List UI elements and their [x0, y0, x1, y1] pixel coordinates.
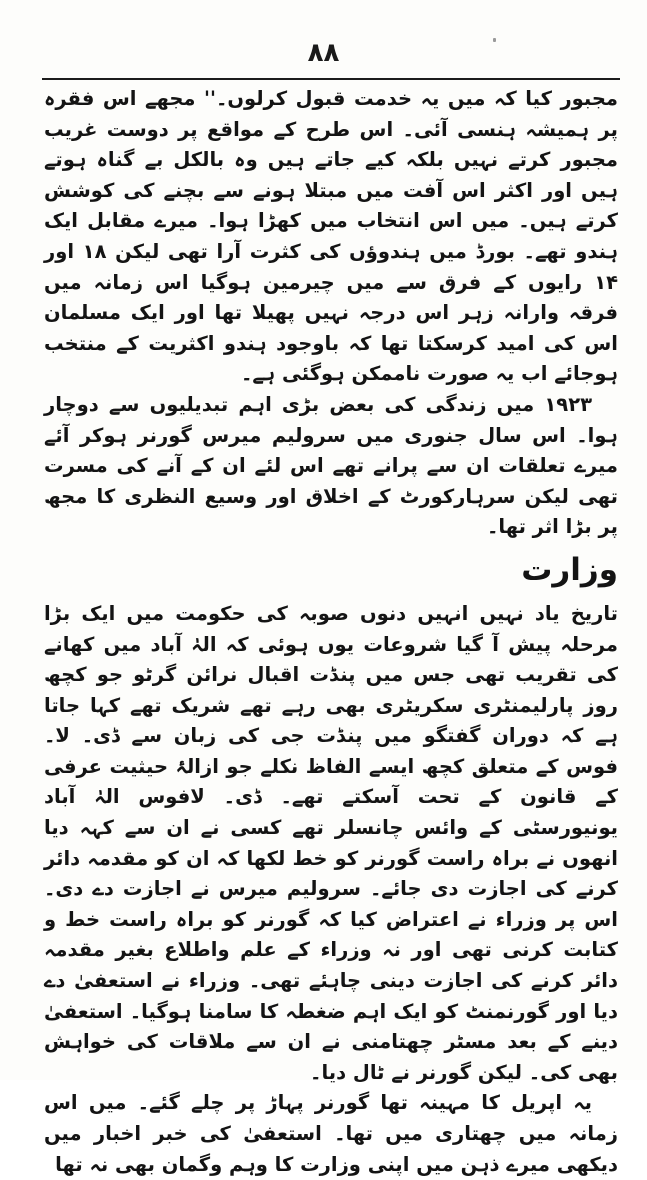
- paragraph: ۱۹۲۳ میں زندگی کی بعض بڑی اہم تبدیلیوں سے دوچار ہوا۔ اس سال جنوری میں سرولیم میرس گورنر ہوکر آئے میرے تعلقات ان سے پرانے تھے اس لئے ان کے آنے کی مسرت تھی لیکن سرہارکورٹ کے اخلاق اور وسیع النظری کا مجھ پر بڑا اثر تھا۔: [44, 392, 618, 539]
- paragraph: مجبور کیا کہ میں یہ خدمت قبول کرلوں۔'' مجھے اس فقرہ پر ہمیشہ ہنسی آئی۔ اس طرح کے مواقع پر دوست غریب مجبور کرتے نہیں بلکہ کیے جاتے ہیں وہ بالکل بے گناہ ہوتے ہیں اور اکثر اس آفت میں مبتلا ہونے سے بچنے کی کوشش کرتے ہیں۔ میں اس انتخاب میں کھڑا ہوا۔ میرے مقابل ایک ہندو تھے۔ بورڈ میں ہندوؤں کی کثرت آرا تھی لیکن ۱۸ اور ۱۴ رایوں کے فرق سے میں چیرمین ہوگیا اس زمانہ میں فرقہ وارانہ زہر اس درجہ نہیں پھیلا تھا اور ایک مسلمان اس کی امید کرسکتا تھا کہ باوجود ہندو اکثریت کے منتخب ہوجائے اب یہ صورت ناممکن ہوگئی ہے۔: [44, 87, 618, 386]
- section-heading: وزارت: [521, 551, 618, 588]
- paragraph: تاریخ یاد نہیں انہیں دنوں صوبہ کی حکومت میں ایک بڑا مرحلہ پیش آ گیا شروعات یوں ہوئی کہ الہٰ آباد میں کھانے کی تقریب تھی جس میں پنڈت اقبال نرائن گرٹو جو کچھ روز پارلیمنٹری سکریٹری بھی رہے تھے شریک تھے کہا جاتا ہے کہ دوران گفتگو میں پنڈت جی کی زبان سے ڈی۔ لا۔ فوس کے متعلق کچھ ایسے الفاظ نکلے جو ازالۂ حیثیت عرفی کے قانون کے تحت آسکتے تھے۔ ڈی۔ لافوس الہٰ آباد یونیورسٹی کے وائس چانسلر تھے کسی نے ان سے کہہ دیا انھوں نے براہ راست گورنر کو خط لکھا کہ ان کو مقدمہ دائر کرنے کی اجازت دی جائے۔ سرولیم میرس نے اجازت دے دی۔ اس پر وزراء نے اعتراض کیا کہ گورنر کو براہ راست خط و کتابت کرنی تھی اور نہ وزراء کے علم واطلاع بغیر مقدمہ دائر کرنے کی اجازت دینی چاہئے تھی۔ وزراء نے استعفیٰ دے دیا اور گورنمنٹ کو ایک اہم ضغطہ کا سامنا ہوگیا۔ استعفیٰ دینے کے بعد مسٹر چھتامنی نے ان سے ملاقات کی خواہش بھی کی۔ لیکن گورنر نے ٹال دیا۔: [44, 601, 618, 1084]
- paragraph: یہ اپریل کا مہینہ تھا گورنر پہاڑ پر چلے گئے۔ میں اس زمانہ میں چھتاری میں تھا۔ استعفیٰ کی خبر اخبار میں دیکھی میرے ذہن میں اپنی وزارت کا وہم وگمان بھی نہ تھا: [44, 1091, 618, 1176]
- ink-speck: [493, 38, 496, 42]
- header-rule: [42, 78, 620, 80]
- page-number: ۸۸: [307, 38, 340, 68]
- page-body: [44, 84, 618, 1180]
